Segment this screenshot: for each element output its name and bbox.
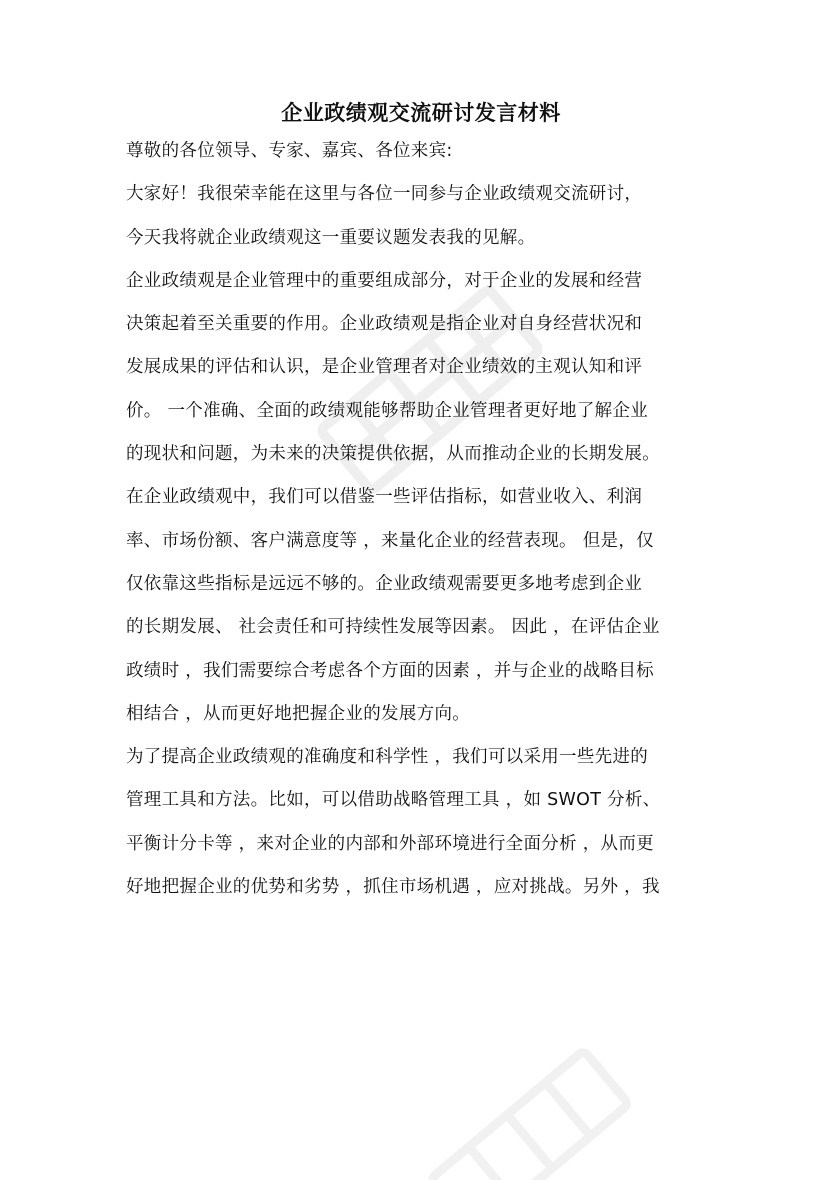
paragraph-indicators: 在企业政绩观中，我们可以借鉴一些评估指标，如营业收入、利润 率、市场份额、客户满意度等 ，来量化企业的经营表现。 但是，仅 仅依靠这些指标是远远不够的。企业政绩观需要更多地考虑到企业 的长期发展、 社会责任和可持续性发展等因素。 因此 ，在评估企业 政绩时 ，我们需要综合考虑各个方面的因素 ，并与企业的战略目标 相结合 ，从而更好地把握企业的发展方向。	[126, 487, 660, 724]
salutation: 尊敬的各位领导、专家、嘉宾、各位来宾:	[126, 141, 453, 161]
watermark-logo-bottom-icon	[390, 1040, 650, 1180]
document-body	[126, 96, 716, 909]
paragraph-greeting: 大家好！我很荣幸能在这里与各位一同参与企业政绩观交流研讨， 今天我将就企业政绩观这一重要议题发表我的见解。	[126, 184, 643, 248]
paragraph-definition: 企业政绩观是企业管理中的重要组成部分，对于企业的发展和经营 决策起着至关重要的作用。企业政绩观是指企业对自身经营状况和 发展成果的评估和认识，是企业管理者对企业绩效的主观认知和评 价。 一个准确、全面的政绩观能够帮助企业管理者更好地了解企业 的现状和问题，为未来的决策提供依据，从而推动企业的长期发展。	[126, 270, 660, 465]
paragraph-tools: 为了提高企业政绩观的准确度和科学性 ，我们可以采用一些先进的 管理工具和方法。比如，可以借助战略管理工具 ，如 SWOT 分析、 平衡计分卡等 ，来对企业的内部和外部环境进行全面分析 ，从而更 好地把握企业的优势和劣势 ，抓住市场机遇 ，应对挑战。另外 ，我	[126, 747, 661, 898]
document-title: 企业政绩观交流研讨发言材料	[281, 101, 561, 125]
